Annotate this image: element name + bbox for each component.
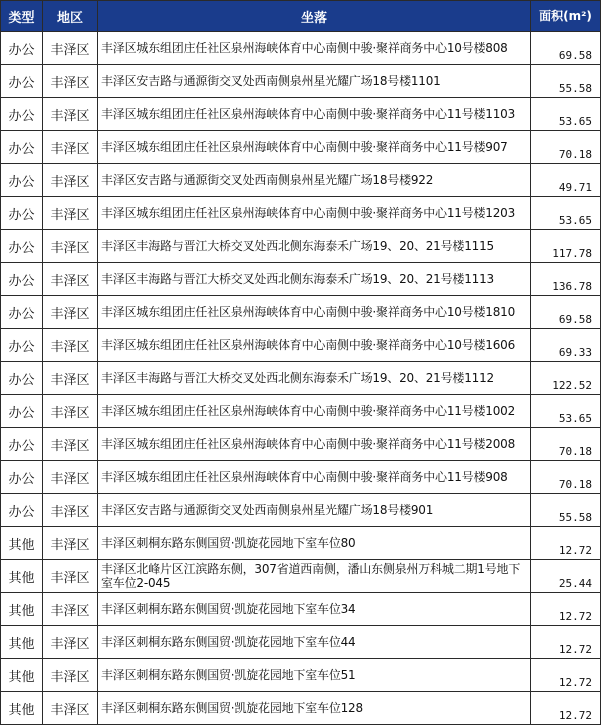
cell-address: 丰泽区城东组团庄任社区泉州海峡体育中心南侧中骏·聚祥商务中心11号楼1203 xyxy=(98,197,531,230)
cell-address: 丰泽区城东组团庄任社区泉州海峡体育中心南侧中骏·聚祥商务中心10号楼808 xyxy=(98,32,531,65)
table-row xyxy=(1,428,601,461)
cell-district: 丰泽区 xyxy=(43,197,98,230)
cell-area: 69.33 xyxy=(531,329,601,362)
cell-area: 53.65 xyxy=(531,197,601,230)
table-row xyxy=(1,296,601,329)
cell-area: 25.44 xyxy=(531,560,601,593)
cell-type: 办公 xyxy=(1,230,43,263)
header-type: 类型 xyxy=(1,1,43,32)
cell-type: 办公 xyxy=(1,296,43,329)
cell-area: 53.65 xyxy=(531,395,601,428)
table-row xyxy=(1,527,601,560)
cell-type: 其他 xyxy=(1,560,43,593)
table-header-row xyxy=(1,1,601,32)
cell-district: 丰泽区 xyxy=(43,428,98,461)
cell-district: 丰泽区 xyxy=(43,65,98,98)
table-body xyxy=(1,32,601,725)
cell-area: 70.18 xyxy=(531,428,601,461)
cell-address: 丰泽区城东组团庄任社区泉州海峡体育中心南侧中骏·聚祥商务中心11号楼908 xyxy=(98,461,531,494)
table-row xyxy=(1,626,601,659)
table-row xyxy=(1,593,601,626)
cell-address: 丰泽区刺桐东路东侧国贸·凯旋花园地下室车位51 xyxy=(98,659,531,692)
cell-area: 53.65 xyxy=(531,98,601,131)
cell-district: 丰泽区 xyxy=(43,230,98,263)
cell-type: 办公 xyxy=(1,65,43,98)
cell-district: 丰泽区 xyxy=(43,692,98,725)
cell-area: 70.18 xyxy=(531,131,601,164)
cell-area: 136.78 xyxy=(531,263,601,296)
cell-area: 117.78 xyxy=(531,230,601,263)
table-row xyxy=(1,362,601,395)
cell-type: 办公 xyxy=(1,98,43,131)
cell-address: 丰泽区城东组团庄任社区泉州海峡体育中心南侧中骏·聚祥商务中心10号楼1606 xyxy=(98,329,531,362)
cell-district: 丰泽区 xyxy=(43,461,98,494)
cell-district: 丰泽区 xyxy=(43,296,98,329)
cell-address: 丰泽区丰海路与晋江大桥交叉处西北侧东海泰禾广场19、20、21号楼1115 xyxy=(98,230,531,263)
cell-type: 办公 xyxy=(1,263,43,296)
cell-type: 办公 xyxy=(1,329,43,362)
cell-area: 49.71 xyxy=(531,164,601,197)
table-row xyxy=(1,263,601,296)
cell-area: 122.52 xyxy=(531,362,601,395)
cell-address: 丰泽区刺桐东路东侧国贸·凯旋花园地下室车位44 xyxy=(98,626,531,659)
cell-area: 12.72 xyxy=(531,626,601,659)
cell-type: 其他 xyxy=(1,626,43,659)
cell-district: 丰泽区 xyxy=(43,263,98,296)
table-row xyxy=(1,461,601,494)
cell-address: 丰泽区城东组团庄任社区泉州海峡体育中心南侧中骏·聚祥商务中心11号楼1002 xyxy=(98,395,531,428)
cell-type: 办公 xyxy=(1,131,43,164)
cell-type: 办公 xyxy=(1,197,43,230)
table-row xyxy=(1,659,601,692)
cell-district: 丰泽区 xyxy=(43,32,98,65)
cell-address: 丰泽区城东组团庄任社区泉州海峡体育中心南侧中骏·聚祥商务中心11号楼1103 xyxy=(98,98,531,131)
cell-district: 丰泽区 xyxy=(43,593,98,626)
cell-type: 办公 xyxy=(1,461,43,494)
cell-district: 丰泽区 xyxy=(43,98,98,131)
table-row xyxy=(1,692,601,725)
cell-type: 办公 xyxy=(1,164,43,197)
cell-type: 其他 xyxy=(1,692,43,725)
cell-type: 其他 xyxy=(1,593,43,626)
table-row xyxy=(1,32,601,65)
cell-district: 丰泽区 xyxy=(43,329,98,362)
cell-address: 丰泽区安吉路与通源街交叉处西南侧泉州星光耀广场18号楼901 xyxy=(98,494,531,527)
cell-type: 办公 xyxy=(1,494,43,527)
cell-type: 办公 xyxy=(1,362,43,395)
cell-address: 丰泽区城东组团庄任社区泉州海峡体育中心南侧中骏·聚祥商务中心10号楼1810 xyxy=(98,296,531,329)
cell-address: 丰泽区刺桐东路东侧国贸·凯旋花园地下室车位80 xyxy=(98,527,531,560)
cell-area: 55.58 xyxy=(531,494,601,527)
cell-address: 丰泽区北峰片区江滨路东侧，307省道西南侧，潘山东侧泉州万科城二期1号地下室车位2-045 xyxy=(98,560,531,593)
cell-area: 69.58 xyxy=(531,32,601,65)
table-row xyxy=(1,560,601,593)
table-row xyxy=(1,197,601,230)
table-row xyxy=(1,164,601,197)
cell-address: 丰泽区城东组团庄任社区泉州海峡体育中心南侧中骏·聚祥商务中心11号楼907 xyxy=(98,131,531,164)
cell-area: 12.72 xyxy=(531,527,601,560)
cell-district: 丰泽区 xyxy=(43,395,98,428)
cell-address: 丰泽区丰海路与晋江大桥交叉处西北侧东海泰禾广场19、20、21号楼1113 xyxy=(98,263,531,296)
cell-type: 其他 xyxy=(1,527,43,560)
header-district: 地区 xyxy=(43,1,98,32)
cell-district: 丰泽区 xyxy=(43,131,98,164)
cell-address: 丰泽区丰海路与晋江大桥交叉处西北侧东海泰禾广场19、20、21号楼1112 xyxy=(98,362,531,395)
table-row xyxy=(1,65,601,98)
cell-address: 丰泽区城东组团庄任社区泉州海峡体育中心南侧中骏·聚祥商务中心11号楼2008 xyxy=(98,428,531,461)
cell-area: 69.58 xyxy=(531,296,601,329)
cell-district: 丰泽区 xyxy=(43,164,98,197)
cell-district: 丰泽区 xyxy=(43,362,98,395)
header-area: 面积(m²) xyxy=(531,1,601,32)
table-row xyxy=(1,98,601,131)
table-row xyxy=(1,494,601,527)
cell-address: 丰泽区安吉路与通源街交叉处西南侧泉州星光耀广场18号楼922 xyxy=(98,164,531,197)
table-row xyxy=(1,395,601,428)
cell-area: 70.18 xyxy=(531,461,601,494)
cell-area: 12.72 xyxy=(531,593,601,626)
cell-type: 办公 xyxy=(1,395,43,428)
table-row xyxy=(1,329,601,362)
cell-address: 丰泽区刺桐东路东侧国贸·凯旋花园地下室车位34 xyxy=(98,593,531,626)
cell-address: 丰泽区刺桐东路东侧国贸·凯旋花园地下室车位128 xyxy=(98,692,531,725)
header-address: 坐落 xyxy=(98,1,531,32)
cell-type: 办公 xyxy=(1,428,43,461)
cell-address: 丰泽区安吉路与通源街交叉处西南侧泉州星光耀广场18号楼1101 xyxy=(98,65,531,98)
table-row xyxy=(1,230,601,263)
table-row xyxy=(1,131,601,164)
cell-type: 其他 xyxy=(1,659,43,692)
cell-district: 丰泽区 xyxy=(43,626,98,659)
cell-district: 丰泽区 xyxy=(43,527,98,560)
cell-type: 办公 xyxy=(1,32,43,65)
cell-district: 丰泽区 xyxy=(43,494,98,527)
cell-district: 丰泽区 xyxy=(43,560,98,593)
cell-area: 12.72 xyxy=(531,659,601,692)
cell-area: 55.58 xyxy=(531,65,601,98)
cell-district: 丰泽区 xyxy=(43,659,98,692)
cell-area: 12.72 xyxy=(531,692,601,725)
